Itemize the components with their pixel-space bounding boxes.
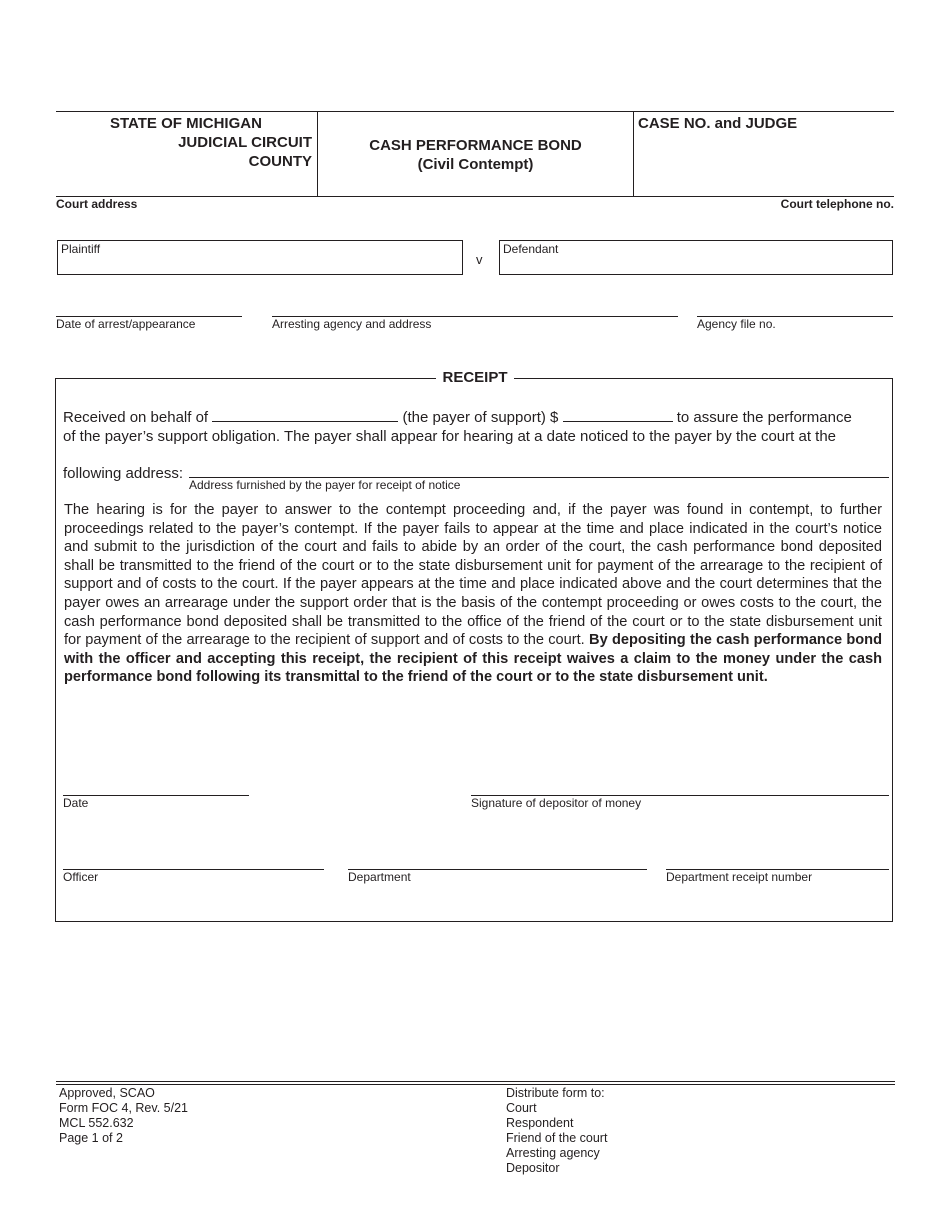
address-prefix: following address: <box>63 465 184 482</box>
page-number: Page 1 of 2 <box>59 1131 123 1145</box>
receipt-number-label: Department receipt number <box>666 870 813 884</box>
agency-file-label: Agency file no. <box>697 317 776 331</box>
county-label: COUNTY <box>248 153 312 170</box>
signature-label: Signature of depositor of money <box>471 796 642 810</box>
receipt-line-2: of the payer’s support obligation. The payer shall appear for hearing at a date noticed to the payer by the court at the <box>63 428 837 445</box>
form-title-sub: (Civil Contempt) <box>417 156 534 173</box>
distribute-label: Distribute form to: <box>506 1086 605 1100</box>
assure-label: to assure the performance <box>676 409 852 426</box>
receipt-body-text: The hearing is for the payer to answer to the contempt proceeding and, if the payer was found in contempt, to further proceedings related to the payer’s contempt. If the payer fails to appear at the time and place indicated in the court’s notice and submit to the jurisdiction of the court and fails to abide by an order of the court, the cash performance bond deposited shall be transmitted to the friend of the court or to the state disbursement unit for payment of the arrearage to the recipient of support and of costs to the court. If the payer appears at the time and place indicated above and the court determines that the payer owes an arrearage under the support order that is the basis of the contempt proceeding or owes costs to the court, the cash performance bond deposited shall be transmitted to the office of the friend of the court or to the state disbursement unit for payment of the arrearage to the recipient of support and of costs to the court. <box>64 502 882 649</box>
form-title <box>318 136 633 174</box>
plaintiff-label: Plaintiff <box>61 242 101 256</box>
footer-rule-bottom <box>56 1084 895 1085</box>
mcl-reference: MCL 552.632 <box>59 1116 134 1130</box>
officer-label: Officer <box>63 870 99 884</box>
agency-address-label: Arresting agency and address <box>272 317 432 331</box>
distribution-item: Arresting agency <box>506 1146 600 1160</box>
form-title-main: CASH PERFORMANCE BOND <box>369 137 582 154</box>
approval-text: Approved, SCAO <box>59 1086 155 1100</box>
bond-amount-field[interactable] <box>563 408 673 422</box>
receipt-date-line[interactable] <box>63 795 249 796</box>
footer-rule-top <box>56 1081 895 1082</box>
plaintiff-field[interactable] <box>57 240 463 275</box>
case-number-field[interactable]: CASE NO. and JUDGE <box>638 115 798 132</box>
distribution-item: Court <box>506 1101 537 1115</box>
form-metadata <box>59 1086 188 1146</box>
received-prefix: Received on behalf of <box>63 409 209 426</box>
form-number: Form FOC 4, Rev. 5/21 <box>59 1101 188 1115</box>
court-address-label: Court address <box>56 197 138 211</box>
header-top-rule <box>56 111 894 112</box>
header-bottom-rule <box>56 196 894 197</box>
distribution-item: Friend of the court <box>506 1131 608 1145</box>
receipt-title: RECEIPT <box>436 369 514 387</box>
officer-line[interactable] <box>63 869 324 870</box>
circuit-label: JUDICIAL CIRCUIT <box>178 134 312 151</box>
distribution-item: Respondent <box>506 1116 574 1130</box>
distribution-list <box>506 1086 607 1176</box>
state-name: STATE OF MICHIGAN <box>110 115 262 132</box>
department-label: Department <box>348 870 411 884</box>
receipt-body <box>64 501 882 687</box>
court-jurisdiction <box>58 114 312 171</box>
versus-label: v <box>476 252 483 267</box>
receipt-waiver-text: By depositing the cash performance bond with the officer and accepting this receipt, the recipient of this receipt waives a claim to the money under the cash performance bond following its transmittal to the friend of the court or to the state disbursement unit. <box>64 632 883 686</box>
receipt-line-1 <box>63 408 852 427</box>
header-divider-right <box>633 111 634 196</box>
court-telephone-label: Court telephone no. <box>780 197 894 211</box>
arrest-date-label: Date of arrest/appearance <box>56 317 196 331</box>
payer-label: (the payer of support) $ <box>402 409 559 426</box>
distribution-item: Depositor <box>506 1161 560 1175</box>
defendant-field[interactable] <box>499 240 893 275</box>
payer-address-caption: Address furnished by the payer for receipt of notice <box>189 478 461 492</box>
defendant-label: Defendant <box>503 242 559 256</box>
received-on-behalf-field[interactable] <box>212 408 398 422</box>
receipt-date-label: Date <box>63 796 89 810</box>
